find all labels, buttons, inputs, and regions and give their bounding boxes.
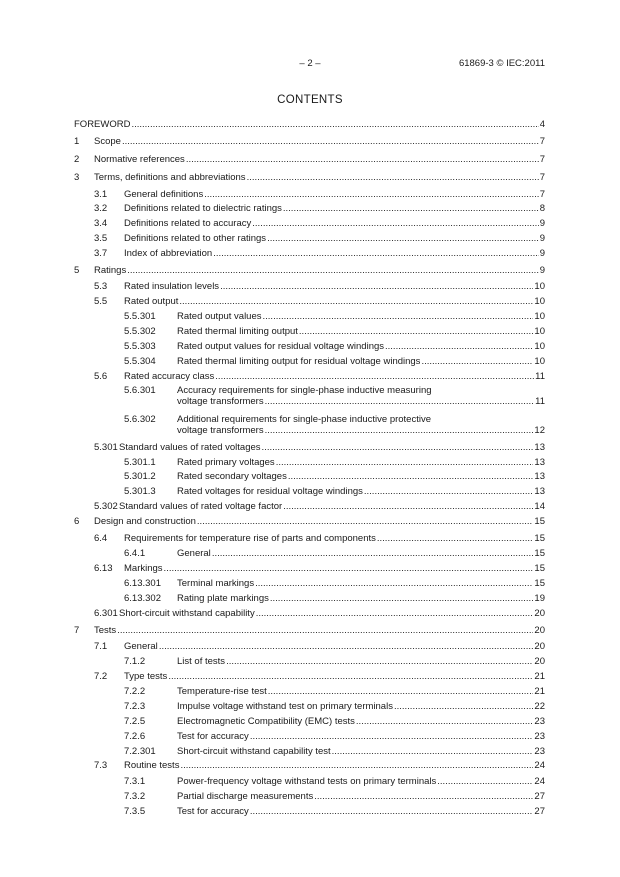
toc-entry-number: 7 xyxy=(74,625,80,636)
toc-entry[interactable] xyxy=(74,499,545,514)
dot-leader xyxy=(186,152,539,167)
toc-entry-title: Short-circuit withstand capability test xyxy=(177,746,331,757)
toc-entry-title-continued: voltage transformers xyxy=(177,396,264,407)
toc-entry[interactable] xyxy=(74,294,545,309)
toc-entry-page: 12 xyxy=(534,425,545,436)
toc-entry-page: 15 xyxy=(534,533,545,544)
toc-entry-title: Normative references xyxy=(94,154,185,165)
toc-entry[interactable] xyxy=(74,774,545,789)
toc-entry-title: Terms, definitions and abbreviations xyxy=(94,172,246,183)
toc-entry-page: 10 xyxy=(534,296,545,307)
toc-entry-title: Design and construction xyxy=(94,516,196,527)
toc-entry-number: 5.301.2 xyxy=(124,471,156,482)
dot-leader xyxy=(164,561,534,576)
toc-entry-title: Power-frequency voltage withstand tests on primary terminals xyxy=(177,776,437,787)
toc-entry-page: 4 xyxy=(539,119,545,130)
toc-entry[interactable] xyxy=(74,246,545,261)
toc-entry[interactable] xyxy=(74,170,545,185)
dot-leader xyxy=(276,455,534,470)
toc-entry-title: Index of abbreviation xyxy=(124,248,213,259)
toc-entry-title: Impulse voltage withstand test on primary terminals xyxy=(177,701,393,712)
toc-entry[interactable] xyxy=(74,152,545,167)
dot-leader xyxy=(215,369,534,384)
toc-entry-title: Tests xyxy=(94,625,117,636)
dot-leader xyxy=(265,423,534,438)
toc-entry-page: 15 xyxy=(534,548,545,559)
toc-entry-title: Rating plate markings xyxy=(177,593,269,604)
dot-leader xyxy=(131,117,538,132)
toc-entry-number: 6.4 xyxy=(94,533,108,544)
toc-entry-title: Rated thermal limiting output for residual voltage windings xyxy=(177,356,421,367)
dot-leader xyxy=(299,324,534,339)
toc-entry-page: 7 xyxy=(539,136,545,147)
dot-leader xyxy=(385,339,533,354)
toc-entry-page: 20 xyxy=(534,656,545,667)
dot-leader xyxy=(283,499,533,514)
dot-leader xyxy=(262,440,534,455)
toc-entry-title: Temperature-rise test xyxy=(177,686,267,697)
toc-entry-number: 3 xyxy=(74,172,80,183)
dot-leader xyxy=(314,789,533,804)
dot-leader xyxy=(263,309,534,324)
toc-entry-number: 7.2.3 xyxy=(124,701,146,712)
toc-entry-number: 7.3 xyxy=(94,760,108,771)
toc-entry-number: 5.5.304 xyxy=(124,356,156,367)
dot-leader xyxy=(252,216,538,231)
toc-entry[interactable] xyxy=(74,134,545,149)
toc-entry-page: 9 xyxy=(539,265,545,276)
toc-entry-page: 11 xyxy=(535,396,545,407)
toc-entry-number: 5.301 xyxy=(94,442,118,453)
toc-entry-page: 8 xyxy=(539,203,545,214)
toc-entry[interactable] xyxy=(74,469,545,484)
document-id: 61869-3 © IEC:2011 xyxy=(458,58,545,69)
toc-entry[interactable] xyxy=(74,714,545,729)
dot-leader xyxy=(127,263,538,278)
toc-entry-title: Rated output values xyxy=(177,311,262,322)
toc-entry-page: 13 xyxy=(534,486,545,497)
toc-entry-page: 14 xyxy=(534,501,545,512)
toc-entry-title: Additional requirements for single-phase inductive protective xyxy=(177,414,431,425)
toc-entry-number: 5.5.302 xyxy=(124,326,156,337)
toc-entry-title: Rated output xyxy=(124,296,179,307)
toc-entry-page: 21 xyxy=(534,671,545,682)
dot-leader xyxy=(256,606,534,621)
toc-entry[interactable] xyxy=(74,201,545,216)
toc-entry-page: 7 xyxy=(539,189,545,200)
toc-entry-title: Accuracy requirements for single-phase inductive measuring xyxy=(177,385,432,396)
toc-entry-number: 5.6 xyxy=(94,371,108,382)
toc-entry[interactable] xyxy=(74,279,545,294)
toc-entry-page: 11 xyxy=(535,371,545,382)
toc-entry[interactable] xyxy=(74,684,545,699)
toc-entry-title: Terminal markings xyxy=(177,578,255,589)
dot-leader xyxy=(122,134,539,149)
toc-entry-number: 7.2.6 xyxy=(124,731,146,742)
toc-entry-number: 7.2.2 xyxy=(124,686,146,697)
dot-leader xyxy=(377,531,534,546)
toc-entry-page: 9 xyxy=(539,218,545,229)
dot-leader xyxy=(247,170,539,185)
page-number: – 2 – xyxy=(299,58,321,69)
toc-entry-title: Rated insulation levels xyxy=(124,281,220,292)
toc-entry-number: 5.301.3 xyxy=(124,486,156,497)
toc-entry-page: 15 xyxy=(534,578,545,589)
toc-entry-number: 7.1.2 xyxy=(124,656,146,667)
toc-entry-title: Definitions related to other ratings xyxy=(124,233,267,244)
toc-entry[interactable] xyxy=(74,699,545,714)
toc-entry-page: 9 xyxy=(539,233,545,244)
toc-entry-number: 3.1 xyxy=(94,189,108,200)
toc-entry-page: 27 xyxy=(534,791,545,802)
toc-entry[interactable] xyxy=(74,514,545,529)
toc-entry-title: Short-circuit withstand capability xyxy=(119,608,255,619)
toc-entry-page: 7 xyxy=(539,172,545,183)
toc-entry-number: 6.4.1 xyxy=(124,548,146,559)
toc-entry-title: General xyxy=(177,548,211,559)
toc-entry-number: 6.301 xyxy=(94,608,118,619)
toc-entry-page: 20 xyxy=(534,608,545,619)
toc-entry-number: 6 xyxy=(74,516,80,527)
dot-leader xyxy=(268,684,534,699)
dot-leader xyxy=(168,669,533,684)
toc-entry-title-continued: voltage transformers xyxy=(177,425,264,436)
toc-entry-page: 19 xyxy=(534,593,545,604)
toc-entry-title: Type tests xyxy=(124,671,168,682)
toc-entry[interactable] xyxy=(74,369,545,384)
toc-entry[interactable] xyxy=(74,729,545,744)
toc-entry-page: 9 xyxy=(539,248,545,259)
toc-entry[interactable] xyxy=(74,383,545,409)
toc-entry-title: Rated accuracy class xyxy=(124,371,215,382)
toc-entry[interactable] xyxy=(74,216,545,231)
toc-entry[interactable] xyxy=(74,744,545,759)
toc-entry-title: Test for accuracy xyxy=(177,806,249,817)
dot-leader xyxy=(364,484,534,499)
toc-entry-number: 5.3 xyxy=(94,281,108,292)
toc-entry-title: General definitions xyxy=(124,189,204,200)
toc-entry[interactable] xyxy=(74,591,545,606)
toc-entry[interactable] xyxy=(74,576,545,591)
toc-entry-title: Rated thermal limiting output xyxy=(177,326,298,337)
toc-entry[interactable] xyxy=(74,117,545,132)
dot-leader xyxy=(270,591,534,606)
toc-entry[interactable] xyxy=(74,412,545,438)
toc-entry[interactable] xyxy=(74,231,545,246)
dot-leader xyxy=(179,294,533,309)
toc-entry-number: 7.3.2 xyxy=(124,791,146,802)
toc-entry-title: Rated output values for residual voltage windings xyxy=(177,341,385,352)
dot-leader xyxy=(159,639,534,654)
toc-entry[interactable] xyxy=(74,804,545,819)
toc-entry[interactable] xyxy=(74,187,545,202)
toc-entry-number: 7.2 xyxy=(94,671,108,682)
toc-entry-page: 23 xyxy=(534,746,545,757)
dot-leader xyxy=(204,187,538,202)
toc-entry[interactable] xyxy=(74,324,545,339)
dot-leader xyxy=(180,758,533,773)
dot-leader xyxy=(197,514,534,529)
dot-leader xyxy=(255,576,533,591)
dot-leader xyxy=(421,354,533,369)
dot-leader xyxy=(117,623,533,638)
dot-leader xyxy=(283,201,539,216)
toc-entry[interactable] xyxy=(74,561,545,576)
toc-entry-number: 7.3.1 xyxy=(124,776,146,787)
toc-entry-title: Electromagnetic Compatibility (EMC) tests xyxy=(177,716,355,727)
toc-entry-page: 7 xyxy=(539,154,545,165)
toc-entry-page: 20 xyxy=(534,641,545,652)
toc-entry-page: 13 xyxy=(534,442,545,453)
toc-entry-number: 7.2.301 xyxy=(124,746,156,757)
toc-entry-title: FOREWORD xyxy=(74,119,131,130)
toc-entry-title: Standard values of rated voltages xyxy=(119,442,261,453)
dot-leader xyxy=(356,714,534,729)
toc-entry-number: 5.5.301 xyxy=(124,311,156,322)
dot-leader xyxy=(226,654,533,669)
toc-entry-number: 3.4 xyxy=(94,218,108,229)
toc-entry-title: Markings xyxy=(124,563,163,574)
toc-entry[interactable] xyxy=(74,623,545,638)
toc-entry[interactable] xyxy=(74,639,545,654)
toc-entry-page: 24 xyxy=(534,776,545,787)
toc-entry[interactable] xyxy=(74,440,545,455)
toc-entry-page: 15 xyxy=(534,563,545,574)
toc-entry-title: Test for accuracy xyxy=(177,731,249,742)
dot-leader xyxy=(213,246,539,261)
toc-entry[interactable] xyxy=(74,484,545,499)
toc-entry-page: 10 xyxy=(534,341,545,352)
toc-entry[interactable] xyxy=(74,531,545,546)
toc-entry-number: 6.13 xyxy=(94,563,113,574)
toc-entry-number: 6.13.301 xyxy=(124,578,161,589)
toc-entry-page: 15 xyxy=(534,516,545,527)
toc-entry-page: 10 xyxy=(534,281,545,292)
dot-leader xyxy=(220,279,533,294)
toc-entry-title: General xyxy=(124,641,158,652)
toc-entry-number: 3.7 xyxy=(94,248,108,259)
toc-entry[interactable] xyxy=(74,263,545,278)
toc-entry-number: 5.301.1 xyxy=(124,457,156,468)
contents-title: CONTENTS xyxy=(277,94,343,106)
toc-entry-number: 3.5 xyxy=(94,233,108,244)
toc-entry-page: 21 xyxy=(534,686,545,697)
toc-entry-number: 2 xyxy=(74,154,80,165)
toc-entry-page: 20 xyxy=(534,625,545,636)
toc-entry-title: Ratings xyxy=(94,265,127,276)
toc-entry-title: Rated voltages for residual voltage windings xyxy=(177,486,363,497)
toc-entry-number: 7.1 xyxy=(94,641,108,652)
toc-entry-title: Definitions related to dielectric ratings xyxy=(124,203,282,214)
toc-entry[interactable] xyxy=(74,669,545,684)
toc-entry-number: 7.2.5 xyxy=(124,716,146,727)
toc-entry[interactable] xyxy=(74,789,545,804)
dot-leader xyxy=(288,469,534,484)
toc-entry-number: 5 xyxy=(74,265,80,276)
toc-entry-page: 10 xyxy=(534,356,545,367)
toc-entry[interactable] xyxy=(74,654,545,669)
toc-entry-title: Rated secondary voltages xyxy=(177,471,287,482)
toc-entry[interactable] xyxy=(74,354,545,369)
toc-entry-page: 23 xyxy=(534,731,545,742)
dot-leader xyxy=(437,774,533,789)
toc-entry[interactable] xyxy=(74,758,545,773)
toc-entry-page: 24 xyxy=(534,760,545,771)
toc-entry-number: 5.302 xyxy=(94,501,118,512)
toc-entry-title: Scope xyxy=(94,136,121,147)
toc-entry-page: 23 xyxy=(534,716,545,727)
toc-entry-page: 10 xyxy=(534,311,545,322)
dot-leader xyxy=(394,699,533,714)
dot-leader xyxy=(267,231,539,246)
toc-entry-number: 5.5.303 xyxy=(124,341,156,352)
toc-entry[interactable] xyxy=(74,606,545,621)
toc-entry[interactable] xyxy=(74,339,545,354)
toc-entry-number: 6.13.302 xyxy=(124,593,161,604)
toc-entry-number: 5.6.301 xyxy=(124,385,156,396)
toc-entry-number: 5.6.302 xyxy=(124,414,156,425)
toc-entry-title: Standard values of rated voltage factor xyxy=(119,501,283,512)
toc-entry-number: 5.5 xyxy=(94,296,108,307)
toc-entry-number: 7.3.5 xyxy=(124,806,146,817)
dot-leader xyxy=(250,804,534,819)
toc-entry-title: Routine tests xyxy=(124,760,180,771)
toc-entry-page: 22 xyxy=(534,701,545,712)
toc-entry-page: 10 xyxy=(534,326,545,337)
toc-entry-page: 13 xyxy=(534,471,545,482)
toc-entry-title: Requirements for temperature rise of parts and components xyxy=(124,533,376,544)
dot-leader xyxy=(212,546,534,561)
toc-entry[interactable] xyxy=(74,309,545,324)
toc-entry-number: 1 xyxy=(74,136,80,147)
dot-leader xyxy=(265,394,535,409)
toc-entry[interactable] xyxy=(74,455,545,470)
toc-entry[interactable] xyxy=(74,546,545,561)
toc-entry-title: List of tests xyxy=(177,656,226,667)
toc-entry-title: Partial discharge measurements xyxy=(177,791,314,802)
toc-entry-page: 27 xyxy=(534,806,545,817)
dot-leader xyxy=(250,729,534,744)
toc-entry-title: Rated primary voltages xyxy=(177,457,275,468)
toc-entry-page: 13 xyxy=(534,457,545,468)
toc-entry-number: 3.2 xyxy=(94,203,108,214)
dot-leader xyxy=(332,744,534,759)
toc-entry-title: Definitions related to accuracy xyxy=(124,218,252,229)
